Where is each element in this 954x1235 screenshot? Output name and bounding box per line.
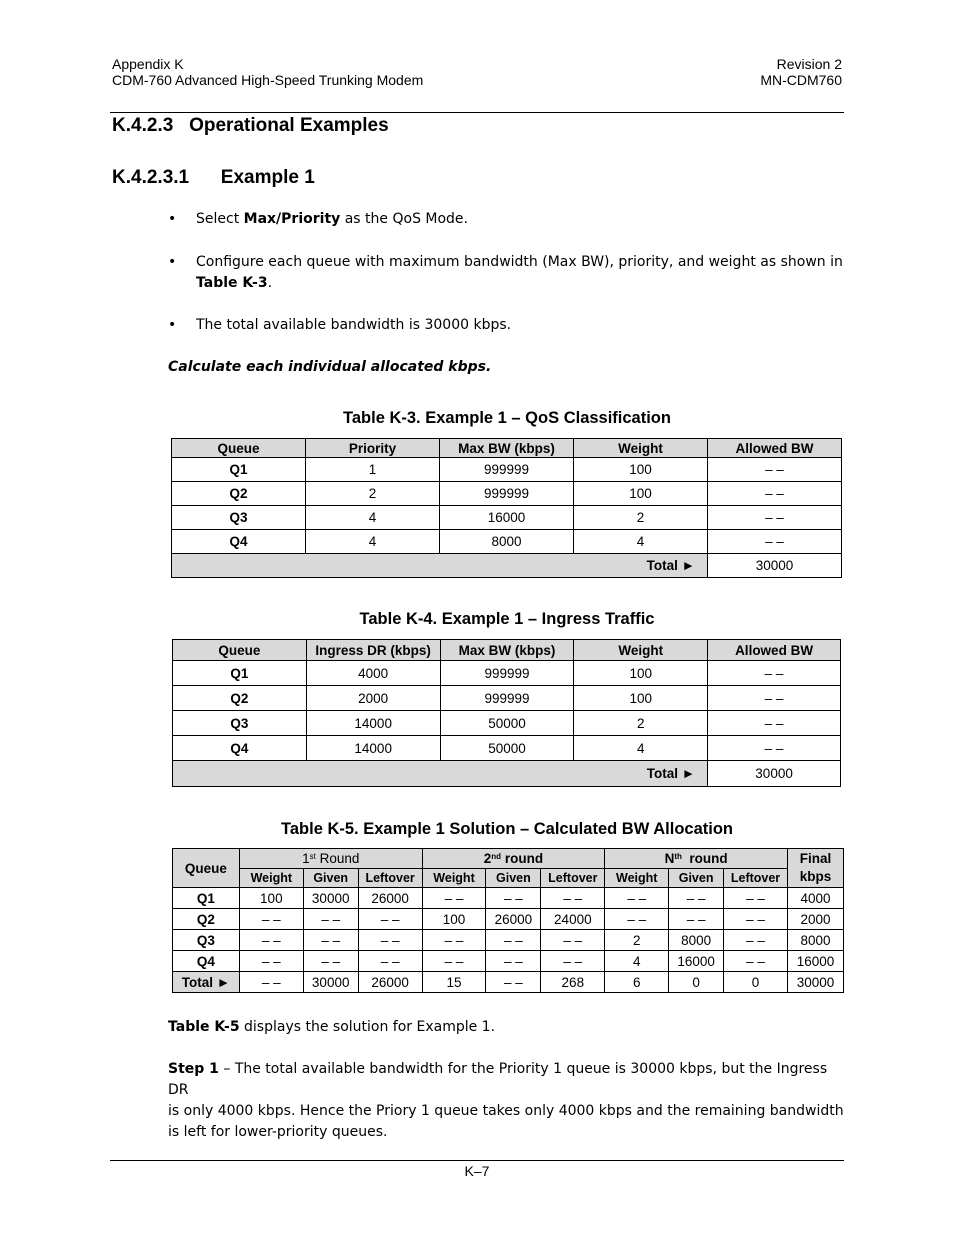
table-header-row [172,439,842,458]
document-title: CDM-760 Advanced High-Speed Trunking Modem [112,72,424,88]
table-cell: 14000 [306,736,440,761]
table-cell: – – [708,736,841,761]
table-cell: 16000 [669,951,724,972]
table-cell: 268 [541,972,605,993]
table-cell: – – [239,972,303,993]
table-cell: 100 [574,686,708,711]
bullet-item-qos-mode [196,209,846,230]
bullet-text: as the QoS Mode. [340,211,468,227]
table-row [172,482,842,506]
col-header: Max BW (kbps) [440,640,574,661]
appendix-label: Appendix K [112,56,184,72]
table-cell: – – [422,951,486,972]
sub-header: Given [669,869,724,888]
bullet-text: Configure each queue with maximum bandwidth (Max BW), priority, and weight as shown in [196,254,843,270]
table-cell: Q2 [173,909,240,930]
table-cell: Q4 [172,530,306,554]
table-cell: Q3 [172,506,306,530]
table-cell: 0 [669,972,724,993]
table-row [172,530,842,554]
table-cell: 0 [724,972,788,993]
table-cell: – – [303,951,358,972]
table-cell: Q1 [173,888,240,909]
table-reference: Table K-3 [196,275,268,291]
table-cell: – – [708,711,841,736]
table-cell: – – [303,909,358,930]
table-cell: 100 [574,482,708,506]
table-cell: – – [724,930,788,951]
round-1-header [239,849,422,869]
table-k5-caption: Table K-5. Example 1 Solution – Calculated BW Allocation [281,820,733,838]
table-row [173,661,841,686]
paragraph-step-1 [168,1059,848,1143]
table-k4-caption: Table K-4. Example 1 – Ingress Traffic [359,610,655,628]
kbps-label: kbps [799,869,832,884]
col-header: Ingress DR (kbps) [306,640,440,661]
col-header: Queue [173,640,307,661]
round-label: round [501,851,544,866]
table-cell: 4 [574,736,708,761]
table-cell: – – [708,506,842,530]
table-cell: 2 [574,506,708,530]
table-cell: – – [669,909,724,930]
bullet-text: . [267,275,273,291]
round-n-header [605,849,788,869]
table-cell: 26000 [358,888,422,909]
table-cell: 999999 [440,661,574,686]
table-total-row [172,554,842,578]
table-cell: – – [541,930,605,951]
table-cell: – – [486,972,541,993]
paragraph-text: – The total available bandwidth for the Priority 1 queue is 30000 kbps, but the Ingress DR [168,1061,828,1098]
table-cell: – – [541,951,605,972]
table-cell: 4000 [306,661,440,686]
table-cell: Q3 [173,711,307,736]
table-cell: – – [605,909,669,930]
col-header: Weight [574,640,708,661]
ordinal-suffix: st [309,852,316,861]
bullet-item-total-bandwidth: The total available bandwidth is 30000 kbps. [196,317,512,333]
revision-label: Revision 2 [776,56,842,72]
bullet-marker: • [168,254,177,270]
table-k4 [172,639,841,787]
col-header: Allowed BW [708,439,842,458]
table-cell: 26000 [358,972,422,993]
table-cell: – – [486,930,541,951]
total-value: 30000 [708,554,842,578]
final-label: Final [799,851,832,866]
header-rule [110,112,844,113]
table-cell: Q4 [173,736,307,761]
bullet-marker: • [168,317,177,333]
table-cell: 30000 [303,972,358,993]
round-label: Round [315,851,360,866]
table-cell: 4 [306,506,440,530]
table-cell: – – [708,661,841,686]
instruction-text: Calculate each individual allocated kbps. [168,359,492,375]
ordinal-suffix: nd [491,852,502,861]
table-k3 [171,438,842,578]
col-header: Allowed BW [708,640,841,661]
table-row [173,930,844,951]
col-header: Max BW (kbps) [440,439,574,458]
final-kbps-header [787,849,843,888]
running-header-left [112,56,423,88]
table-cell: – – [708,458,842,482]
table-cell: 16000 [787,951,843,972]
sub-header: Leftover [541,869,605,888]
table-row [173,951,844,972]
running-header-right [760,56,842,88]
table-row [173,909,844,930]
table-cell: 8000 [787,930,843,951]
table-cell: – – [422,888,486,909]
table-cell: – – [708,530,842,554]
table-cell: – – [724,951,788,972]
footer-rule [110,1160,844,1161]
bullet-text: Select [196,211,244,227]
table-cell: 8000 [440,530,574,554]
total-label: Total ► [172,554,708,578]
table-cell: – – [669,888,724,909]
section-heading: K.4.2.3 Operational Examples [112,115,389,136]
round-2-header [422,849,605,869]
sub-header: Leftover [358,869,422,888]
table-reference: Table K-5 [168,1019,240,1035]
table-cell: 2000 [306,686,440,711]
table-total-row [173,761,841,787]
table-cell: 4 [306,530,440,554]
sub-header: Weight [239,869,303,888]
round-label: round [681,851,728,866]
table-cell: – – [239,930,303,951]
bullet-marker: • [168,211,177,227]
col-header: Priority [306,439,440,458]
page-number: K–7 [464,1163,490,1179]
step-label: Step 1 [168,1061,219,1077]
table-cell: 30000 [787,972,843,993]
paragraph-text: is only 4000 kbps. Hence the Priory 1 queue takes only 4000 kbps and the remaining bandwidth [168,1103,844,1119]
table-cell: – – [541,888,605,909]
table-cell: – – [605,888,669,909]
table-cell: Q1 [172,458,306,482]
table-cell: 2000 [787,909,843,930]
sub-header: Leftover [724,869,788,888]
col-header: Weight [574,439,708,458]
table-cell: – – [303,930,358,951]
table-cell: 4000 [787,888,843,909]
table-cell: 30000 [303,888,358,909]
table-cell: – – [708,482,842,506]
sub-header: Weight [605,869,669,888]
table-cell: 6 [605,972,669,993]
table-row [173,711,841,736]
table-cell: 2 [605,930,669,951]
table-row [172,458,842,482]
table-cell: – – [239,909,303,930]
table-cell: 100 [239,888,303,909]
table-row [173,686,841,711]
col-header: Queue [173,849,240,888]
col-header: Queue [172,439,306,458]
table-subheader-row [173,869,844,888]
table-cell: – – [422,930,486,951]
table-k3-caption: Table K-3. Example 1 – QoS Classification [343,409,671,427]
paragraph-table-k5-intro [168,1017,495,1038]
table-row [173,736,841,761]
table-cell: 2 [574,711,708,736]
round-number: N [664,851,675,866]
table-cell: – – [724,888,788,909]
table-cell: Q1 [173,661,307,686]
table-cell: 1 [306,458,440,482]
table-cell: 50000 [440,736,574,761]
bullet-bold-text: Max/Priority [243,211,341,227]
table-cell: 16000 [440,506,574,530]
table-cell: – – [486,888,541,909]
table-cell: 4 [574,530,708,554]
table-cell: 14000 [306,711,440,736]
table-row [172,506,842,530]
table-cell: – – [358,951,422,972]
sub-header: Weight [422,869,486,888]
sub-header: Given [303,869,358,888]
table-cell: 24000 [541,909,605,930]
ordinal-suffix: th [674,852,682,861]
table-cell: – – [358,909,422,930]
bullet-item-configure [196,252,846,294]
table-cell: 15 [422,972,486,993]
table-cell: 50000 [440,711,574,736]
table-cell: 100 [422,909,486,930]
table-cell: 4 [605,951,669,972]
table-row [173,888,844,909]
table-cell: Q2 [173,686,307,711]
total-label: Total ► [173,761,708,787]
table-cell: – – [358,930,422,951]
sub-header: Given [486,869,541,888]
total-label: Total ► [173,972,240,993]
table-cell: 26000 [486,909,541,930]
table-cell: Q4 [173,951,240,972]
round-number: 2 [483,851,492,866]
table-cell: – – [724,909,788,930]
table-cell: Q3 [173,930,240,951]
table-total-row [173,972,844,993]
paragraph-text: displays the solution for Example 1. [239,1019,496,1035]
subsection-heading: K.4.2.3.1 Example 1 [112,167,315,188]
paragraph-text: is left for lower-priority queues. [168,1124,388,1140]
table-cell: 100 [574,458,708,482]
table-cell: – – [708,686,841,711]
table-cell: 2 [306,482,440,506]
table-cell: Q2 [172,482,306,506]
total-value: 30000 [708,761,841,787]
table-cell: 999999 [440,482,574,506]
table-header-row [173,849,844,869]
table-header-row [173,640,841,661]
round-number: 1 [302,851,310,866]
table-cell: – – [486,951,541,972]
table-cell: 999999 [440,686,574,711]
manual-number: MN-CDM760 [760,72,842,88]
table-cell: – – [239,951,303,972]
table-cell: 100 [574,661,708,686]
table-cell: 999999 [440,458,574,482]
table-k5 [172,848,844,993]
table-cell: 8000 [669,930,724,951]
